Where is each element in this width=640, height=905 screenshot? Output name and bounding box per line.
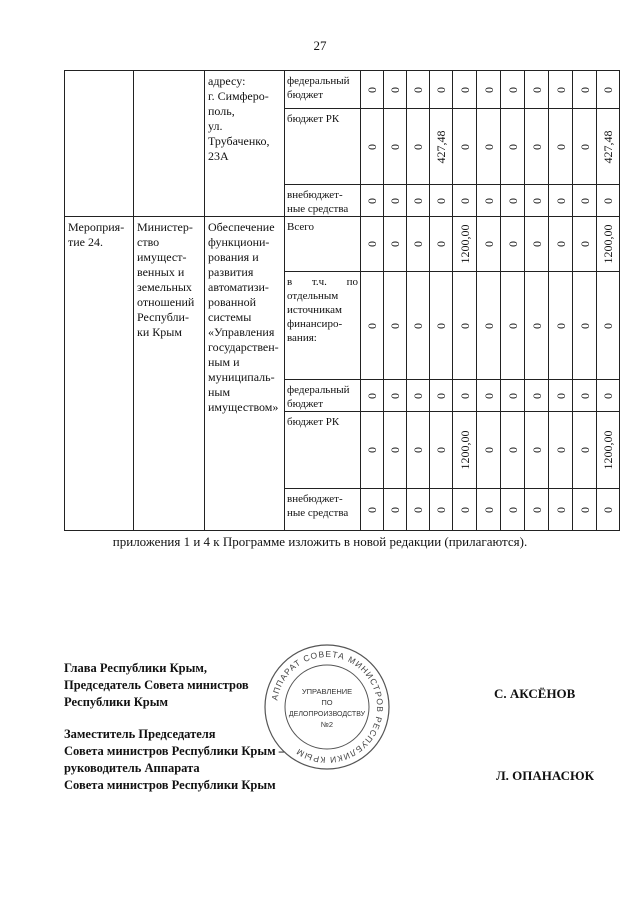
executor-text xyxy=(134,217,205,531)
cell-value: 0 xyxy=(481,392,496,399)
cell-value: 0 xyxy=(481,197,496,204)
value-cell xyxy=(384,272,407,380)
cell-value: 0 xyxy=(388,143,402,150)
funding-source: федеральный бюджет xyxy=(287,384,350,410)
cell-value: 0 xyxy=(577,241,592,247)
value-cell xyxy=(597,217,620,272)
svg-text:УПРАВЛЕНИЕ: УПРАВЛЕНИЕ xyxy=(301,687,353,696)
value-cell xyxy=(453,272,477,380)
value-cell xyxy=(361,217,384,272)
cell-value: 0 xyxy=(577,392,592,399)
cell-value: 0 xyxy=(553,143,568,150)
cell-value: 0 xyxy=(577,86,592,93)
cell-value: 0 xyxy=(553,197,568,204)
cell-value: 0 xyxy=(411,143,425,150)
value-cell xyxy=(361,71,384,109)
cell-value: 0 xyxy=(457,392,472,399)
cell-value: 0 xyxy=(505,322,520,329)
value-cell xyxy=(384,71,407,109)
purpose-text-line: имуществом» xyxy=(208,400,279,414)
value-cell xyxy=(525,272,549,380)
value-cell xyxy=(407,272,430,380)
value-cell xyxy=(573,380,597,412)
measure-label: Мероприя-тие 24. xyxy=(68,220,125,249)
empty-executor-cell xyxy=(134,71,205,217)
cell-value: 0 xyxy=(481,322,496,329)
address-text-line: ул. xyxy=(208,119,223,133)
cell-value: 0 xyxy=(411,241,425,247)
value-cell xyxy=(501,185,525,217)
cell-value: 0 xyxy=(388,197,402,204)
closing-note: приложения 1 и 4 к Программе изложить в новой редакции (прилагаются). xyxy=(112,534,528,549)
value-cell xyxy=(573,217,597,272)
value-cell xyxy=(430,185,453,217)
value-cell xyxy=(549,109,573,185)
cell-value: 0 xyxy=(457,86,472,93)
value-cell xyxy=(361,380,384,412)
cell-value: 0 xyxy=(577,143,592,150)
value-cell xyxy=(477,217,501,272)
cell-value: 0 xyxy=(457,197,472,204)
purpose-text-line: рованной xyxy=(208,295,257,309)
cell-value: 0 xyxy=(411,197,425,204)
svg-text:№2: №2 xyxy=(320,720,334,729)
cell-value: 0 xyxy=(411,447,425,453)
cell-value: 0 xyxy=(529,322,544,329)
purpose-text-line: «Управления xyxy=(208,325,275,339)
cell-value: 0 xyxy=(388,447,402,453)
cell-value: 0 xyxy=(505,86,520,93)
purpose-text-line: развития xyxy=(208,265,254,279)
value-cell xyxy=(549,489,573,531)
cell-value: 0 xyxy=(411,86,425,93)
cell-value: 0 xyxy=(481,506,496,513)
value-cell xyxy=(549,412,573,489)
value-cell xyxy=(453,489,477,531)
executor-text-line: земельных xyxy=(137,280,192,294)
sig2-line: Совета министров Республики Крым – xyxy=(64,744,286,758)
executor-text-line: ки Крым xyxy=(137,325,182,339)
cell-value: 0 xyxy=(505,143,520,150)
cell-value: 0 xyxy=(481,241,496,247)
purpose-text-line: функциони- xyxy=(208,235,270,249)
cell-value: 0 xyxy=(365,322,379,329)
value-cell xyxy=(477,380,501,412)
cell-value: 427,48 xyxy=(601,130,615,163)
official-seal xyxy=(262,642,392,772)
source-cell xyxy=(285,217,361,272)
value-cell xyxy=(477,185,501,217)
cell-value: 427,48 xyxy=(434,130,448,163)
value-cell xyxy=(384,489,407,531)
cell-value: 0 xyxy=(434,506,448,513)
purpose-text-line: системы xyxy=(208,310,252,324)
value-cell xyxy=(525,109,549,185)
cell-value: 0 xyxy=(365,86,379,93)
purpose-text-line: Обеспечение xyxy=(208,220,275,234)
sig1-line: Республики Крым xyxy=(64,695,168,709)
value-cell xyxy=(501,272,525,380)
funding-source: внебюджет-ные средства xyxy=(287,189,349,215)
cell-value: 0 xyxy=(457,322,472,329)
cell-value: 0 xyxy=(365,447,379,453)
value-cell xyxy=(384,109,407,185)
address-text-line: поль, xyxy=(208,104,235,118)
cell-value: 0 xyxy=(529,86,544,93)
value-cell xyxy=(597,109,620,185)
address-text-line: адресу: xyxy=(208,74,246,88)
value-cell xyxy=(549,71,573,109)
value-cell xyxy=(549,217,573,272)
value-cell xyxy=(573,109,597,185)
value-cell xyxy=(453,217,477,272)
value-cell xyxy=(453,380,477,412)
value-cell xyxy=(430,109,453,185)
value-cell xyxy=(573,489,597,531)
sig2-line: Совета министров Республики Крым xyxy=(64,778,276,792)
value-cell xyxy=(549,380,573,412)
purpose-text-line: муниципаль- xyxy=(208,370,275,384)
value-cell xyxy=(573,185,597,217)
purpose-text-line: автоматизи- xyxy=(208,280,269,294)
funding-source: Всего xyxy=(287,221,314,233)
cell-value: 0 xyxy=(601,322,615,329)
cell-value: 0 xyxy=(388,241,402,247)
funding-source: бюджет РК xyxy=(287,113,340,125)
cell-value: 0 xyxy=(505,506,520,513)
cell-value: 0 xyxy=(553,241,568,247)
sig1-line: Председатель Совета министров xyxy=(64,678,249,692)
purpose-text xyxy=(205,217,285,531)
cell-value: 0 xyxy=(434,86,448,93)
cell-value: 0 xyxy=(481,143,496,150)
cell-value: 0 xyxy=(529,241,544,247)
signature-block-head xyxy=(64,660,249,711)
cell-value: 0 xyxy=(577,322,592,329)
cell-value: 0 xyxy=(388,392,402,399)
value-cell xyxy=(407,217,430,272)
cell-value: 0 xyxy=(365,143,379,150)
cell-value: 0 xyxy=(601,392,615,399)
cell-value: 0 xyxy=(434,447,448,453)
cell-value: 0 xyxy=(434,197,448,204)
value-cell xyxy=(453,185,477,217)
cell-value: 0 xyxy=(411,322,425,329)
executor-text-line: ство xyxy=(137,235,160,249)
cell-value: 0 xyxy=(577,197,592,204)
value-cell xyxy=(453,71,477,109)
cell-value: 0 xyxy=(529,197,544,204)
purpose-text-line: государствен- xyxy=(208,340,279,354)
financing-table xyxy=(64,70,620,531)
sig2-line: руководитель Аппарата xyxy=(64,761,200,775)
value-cell xyxy=(525,185,549,217)
cell-value: 0 xyxy=(505,447,520,453)
sig2-line: Заместитель Председателя xyxy=(64,727,216,741)
cell-value: 1200,00 xyxy=(457,430,472,470)
cell-value: 0 xyxy=(434,392,448,399)
executor-text-line: имущест- xyxy=(137,250,187,264)
purpose-text-line: ным xyxy=(208,385,231,399)
address-text xyxy=(205,71,285,217)
value-cell xyxy=(597,489,620,531)
value-cell xyxy=(361,185,384,217)
signatory-name-1: С. АКСЁНОВ xyxy=(494,686,576,701)
executor-text-line: Министер- xyxy=(137,220,193,234)
value-cell xyxy=(501,412,525,489)
value-cell xyxy=(407,185,430,217)
value-cell xyxy=(477,489,501,531)
address-text-line: 23А xyxy=(208,149,229,163)
svg-text:АППАРАТ СОВЕТА МИНИСТРОВ РЕСПУ: АППАРАТ СОВЕТА МИНИСТРОВ РЕСПУБЛИКИ КРЫМ xyxy=(269,648,386,766)
value-cell xyxy=(525,380,549,412)
cell-value: 0 xyxy=(388,506,402,513)
value-cell xyxy=(384,217,407,272)
value-cell xyxy=(501,489,525,531)
cell-value: 0 xyxy=(434,322,448,329)
cell-value: 0 xyxy=(365,241,379,247)
table-row xyxy=(65,217,620,272)
executor-text-line: отношений xyxy=(137,295,195,309)
value-cell xyxy=(361,489,384,531)
value-cell xyxy=(407,412,430,489)
value-cell xyxy=(597,380,620,412)
value-cell xyxy=(384,412,407,489)
value-cell xyxy=(501,71,525,109)
value-cell xyxy=(361,109,384,185)
executor-text-line: Республи- xyxy=(137,310,189,324)
cell-value: 0 xyxy=(365,506,379,513)
cell-value: 0 xyxy=(529,143,544,150)
purpose-text-line: ным и xyxy=(208,355,240,369)
value-cell xyxy=(477,272,501,380)
value-cell xyxy=(407,489,430,531)
svg-text:ПО: ПО xyxy=(321,698,333,707)
cell-value: 0 xyxy=(553,447,568,453)
page-number: 27 xyxy=(313,38,327,53)
value-cell xyxy=(430,71,453,109)
cell-value: 0 xyxy=(529,506,544,513)
source-cell xyxy=(285,109,361,185)
cell-value: 0 xyxy=(505,197,520,204)
value-cell xyxy=(430,489,453,531)
cell-value: 0 xyxy=(365,392,379,399)
cell-value: 0 xyxy=(601,86,615,93)
value-cell xyxy=(597,185,620,217)
value-cell xyxy=(573,272,597,380)
cell-value: 0 xyxy=(388,322,402,329)
sig1-line: Глава Республики Крым, xyxy=(64,661,208,675)
cell-value: 0 xyxy=(529,447,544,453)
cell-value: 0 xyxy=(553,392,568,399)
table-row xyxy=(65,71,620,109)
value-cell xyxy=(430,380,453,412)
cell-value: 0 xyxy=(481,447,496,453)
value-cell xyxy=(525,217,549,272)
cell-value: 0 xyxy=(411,392,425,399)
value-cell xyxy=(597,71,620,109)
cell-value: 0 xyxy=(601,197,615,204)
cell-value: 1200,00 xyxy=(457,224,472,264)
value-cell xyxy=(477,71,501,109)
value-cell xyxy=(573,71,597,109)
value-cell xyxy=(525,71,549,109)
address-text-line: Трубаченко, xyxy=(208,134,270,148)
value-cell xyxy=(430,412,453,489)
cell-value: 0 xyxy=(505,392,520,399)
value-cell xyxy=(407,71,430,109)
funding-source: бюджет РК xyxy=(287,416,340,428)
value-cell xyxy=(597,272,620,380)
cell-value: 0 xyxy=(411,506,425,513)
value-cell xyxy=(407,380,430,412)
funding-source: в т.ч. по отдельным источникам финансиро-вания: xyxy=(287,276,358,344)
funding-source: внебюджет-ные средства xyxy=(287,493,349,519)
cell-value: 0 xyxy=(365,197,379,204)
source-cell xyxy=(285,489,361,531)
value-cell xyxy=(525,412,549,489)
cell-value: 0 xyxy=(457,506,472,513)
value-cell xyxy=(384,185,407,217)
value-cell xyxy=(361,272,384,380)
cell-value: 0 xyxy=(553,506,568,513)
measure-label-cell xyxy=(65,217,134,531)
svg-text:ДЕЛОПРОИЗВОДСТВУ: ДЕЛОПРОИЗВОДСТВУ xyxy=(288,711,366,718)
cell-value: 0 xyxy=(601,506,615,513)
value-cell xyxy=(501,217,525,272)
value-cell xyxy=(549,272,573,380)
empty-measure-cell xyxy=(65,71,134,217)
cell-value: 0 xyxy=(577,447,592,453)
cell-value: 0 xyxy=(529,392,544,399)
value-cell xyxy=(501,380,525,412)
cell-value: 0 xyxy=(553,86,568,93)
value-cell xyxy=(525,489,549,531)
executor-text-line: венных и xyxy=(137,265,185,279)
cell-value: 0 xyxy=(481,86,496,93)
value-cell xyxy=(597,412,620,489)
address-text-line: г. Симферо- xyxy=(208,89,269,103)
funding-source: федеральный бюджет xyxy=(287,75,350,101)
value-cell xyxy=(453,109,477,185)
value-cell xyxy=(407,109,430,185)
value-cell xyxy=(573,412,597,489)
value-cell xyxy=(430,217,453,272)
source-cell xyxy=(285,412,361,489)
cell-value: 0 xyxy=(577,506,592,513)
cell-value: 0 xyxy=(434,241,448,247)
value-cell xyxy=(384,380,407,412)
cell-value: 0 xyxy=(505,241,520,247)
cell-value: 0 xyxy=(388,86,402,93)
value-cell xyxy=(430,272,453,380)
cell-value: 1200,00 xyxy=(601,430,615,470)
cell-value: 0 xyxy=(457,143,472,150)
source-cell xyxy=(285,185,361,217)
cell-value: 0 xyxy=(553,322,568,329)
source-cell xyxy=(285,272,361,380)
source-cell xyxy=(285,71,361,109)
purpose-text-line: рования и xyxy=(208,250,259,264)
value-cell xyxy=(361,412,384,489)
value-cell xyxy=(477,109,501,185)
value-cell xyxy=(453,412,477,489)
value-cell xyxy=(501,109,525,185)
signature-block-deputy xyxy=(64,726,285,794)
value-cell xyxy=(477,412,501,489)
cell-value: 1200,00 xyxy=(601,224,615,264)
value-cell xyxy=(549,185,573,217)
signatory-name-2: Л. ОПАНАСЮК xyxy=(496,768,595,783)
source-cell xyxy=(285,380,361,412)
